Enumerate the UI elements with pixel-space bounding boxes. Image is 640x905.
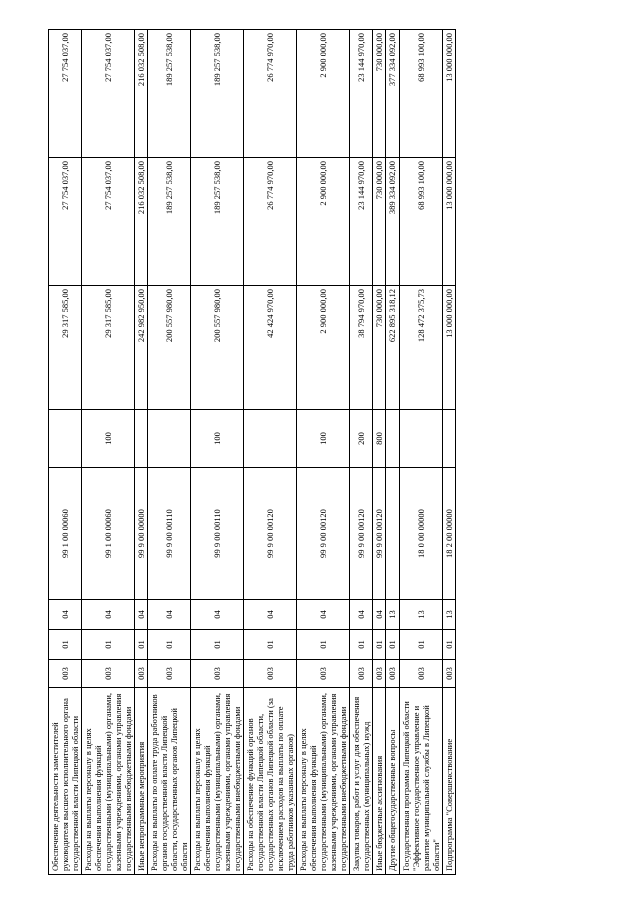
amount-year2-cell: 189 257 538,00 xyxy=(148,158,191,286)
row-name-cell: Расходы на выплаты по оплате труда работников органов государственной власти Липецкой области, государственных органов Липецкой области xyxy=(148,688,191,875)
row-name-cell: Иные бюджетные ассигнования xyxy=(373,688,386,875)
amount-year1-cell: 128 472 375,73 xyxy=(399,286,442,410)
subsection-code-cell: 13 xyxy=(386,600,399,630)
expense-type-cell: 200 xyxy=(350,410,373,468)
row-name-cell: Расходы на обеспечение функций органов государственной власти Липецкой области, государственных органов Липецкой области (за исключением расходов на выплаты по оплате труда работников указанных органов) xyxy=(244,688,297,875)
section-code-cell: 01 xyxy=(191,630,244,660)
amount-year1-cell: 242 982 950,00 xyxy=(135,286,148,410)
target-article-cell: 18 2 00 00000 xyxy=(442,468,455,600)
amount-year2-cell: 68 993 100,00 xyxy=(399,158,442,286)
section-code-cell: 01 xyxy=(82,630,135,660)
expense-type-cell xyxy=(49,410,82,468)
amount-year2-cell: 23 144 970,00 xyxy=(350,158,373,286)
amount-year3-cell: 26 774 970,00 xyxy=(244,30,297,158)
amount-year1-cell: 622 895 318,12 xyxy=(386,286,399,410)
amount-year2-cell: 730 000,00 xyxy=(373,158,386,286)
subsection-code-cell: 13 xyxy=(399,600,442,630)
adm-code-cell: 003 xyxy=(373,660,386,688)
amount-year3-cell: 27 754 037,00 xyxy=(82,30,135,158)
table-row xyxy=(191,30,244,875)
section-code-cell: 01 xyxy=(244,630,297,660)
adm-code-cell: 003 xyxy=(148,660,191,688)
table-row xyxy=(49,30,82,875)
amount-year3-cell: 377 334 092,00 xyxy=(386,30,399,158)
target-article-cell: 99 1 00 00060 xyxy=(82,468,135,600)
adm-code-cell: 003 xyxy=(297,660,350,688)
amount-year2-cell: 2 900 000,00 xyxy=(297,158,350,286)
subsection-code-cell: 04 xyxy=(191,600,244,630)
amount-year3-cell: 189 257 538,00 xyxy=(148,30,191,158)
expense-type-cell: 100 xyxy=(191,410,244,468)
row-name-cell: Другие общегосударственные вопросы xyxy=(386,688,399,875)
section-code-cell: 01 xyxy=(386,630,399,660)
table-row xyxy=(442,30,455,875)
expense-type-cell: 100 xyxy=(82,410,135,468)
target-article-cell: 99 9 00 00120 xyxy=(350,468,373,600)
section-code-cell: 01 xyxy=(442,630,455,660)
section-code-cell: 01 xyxy=(49,630,82,660)
adm-code-cell: 003 xyxy=(244,660,297,688)
adm-code-cell: 003 xyxy=(350,660,373,688)
subsection-code-cell: 04 xyxy=(244,600,297,630)
amount-year1-cell: 42 424 970,00 xyxy=(244,286,297,410)
rotated-table-container xyxy=(48,30,576,875)
amount-year3-cell: 27 754 037,00 xyxy=(49,30,82,158)
target-article-cell: 99 9 00 00120 xyxy=(244,468,297,600)
table-row xyxy=(148,30,191,875)
row-name-cell: Обеспечение деятельности заместителей руководителя высшего исполнительного органа государственной власти Липецкой области xyxy=(49,688,82,875)
target-article-cell: 18 0 00 00000 xyxy=(399,468,442,600)
table-row xyxy=(350,30,373,875)
subsection-code-cell: 04 xyxy=(148,600,191,630)
expense-type-cell xyxy=(244,410,297,468)
amount-year1-cell: 29 317 585,00 xyxy=(82,286,135,410)
row-name-cell: Расходы на выплаты персоналу в целях обеспечения выполнения функций государственными (муниципальными) органами, казенными учреждениями, органами управления государственными внебюджетными фондами xyxy=(297,688,350,875)
amount-year2-cell: 389 334 092,00 xyxy=(386,158,399,286)
expense-type-cell xyxy=(442,410,455,468)
amount-year3-cell: 189 257 538,00 xyxy=(191,30,244,158)
subsection-code-cell: 04 xyxy=(49,600,82,630)
subsection-code-cell: 13 xyxy=(442,600,455,630)
target-article-cell: 99 9 00 00120 xyxy=(373,468,386,600)
expense-type-cell xyxy=(135,410,148,468)
row-name-cell: Иные непрограммные мероприятия xyxy=(135,688,148,875)
budget-table xyxy=(48,29,456,875)
adm-code-cell: 003 xyxy=(386,660,399,688)
section-code-cell: 01 xyxy=(373,630,386,660)
amount-year2-cell: 216 032 508,00 xyxy=(135,158,148,286)
expense-type-cell xyxy=(386,410,399,468)
section-code-cell: 01 xyxy=(148,630,191,660)
table-row xyxy=(399,30,442,875)
subsection-code-cell: 04 xyxy=(350,600,373,630)
amount-year1-cell: 200 557 980,00 xyxy=(191,286,244,410)
table-row xyxy=(386,30,399,875)
row-name-cell: Расходы на выплаты персоналу в целях обеспечения выполнения функций государственными (муниципальными) органами, казенными учреждениями, органами управления государственными внебюджетными фондами xyxy=(191,688,244,875)
amount-year1-cell: 2 900 000,00 xyxy=(297,286,350,410)
amount-year2-cell: 27 754 037,00 xyxy=(49,158,82,286)
target-article-cell: 99 9 00 00000 xyxy=(135,468,148,600)
amount-year1-cell: 200 557 980,00 xyxy=(148,286,191,410)
section-code-cell: 01 xyxy=(297,630,350,660)
table-row xyxy=(135,30,148,875)
row-name-cell: Закупка товаров, работ и услуг для обеспечения государственных (муниципальных) нужд xyxy=(350,688,373,875)
row-name-cell: Государственная программа Липецкой области "Эффективное государственное управление и развитие муниципальной службы в Липецкой области" xyxy=(399,688,442,875)
target-article-cell: 99 1 00 00060 xyxy=(49,468,82,600)
table-row xyxy=(244,30,297,875)
target-article-cell: 99 9 00 00110 xyxy=(191,468,244,600)
subsection-code-cell: 04 xyxy=(297,600,350,630)
amount-year1-cell: 38 794 970,00 xyxy=(350,286,373,410)
expense-type-cell xyxy=(399,410,442,468)
adm-code-cell: 003 xyxy=(135,660,148,688)
amount-year1-cell: 13 000 000,00 xyxy=(442,286,455,410)
subsection-code-cell: 04 xyxy=(82,600,135,630)
adm-code-cell: 003 xyxy=(191,660,244,688)
section-code-cell: 01 xyxy=(135,630,148,660)
subsection-code-cell: 04 xyxy=(135,600,148,630)
section-code-cell: 01 xyxy=(399,630,442,660)
amount-year3-cell: 2 900 000,00 xyxy=(297,30,350,158)
section-code-cell: 01 xyxy=(350,630,373,660)
amount-year2-cell: 189 257 538,00 xyxy=(191,158,244,286)
adm-code-cell: 003 xyxy=(49,660,82,688)
amount-year3-cell: 216 032 508,00 xyxy=(135,30,148,158)
subsection-code-cell: 04 xyxy=(373,600,386,630)
table-row xyxy=(373,30,386,875)
amount-year3-cell: 23 144 970,00 xyxy=(350,30,373,158)
target-article-cell xyxy=(386,468,399,600)
expense-type-cell: 800 xyxy=(373,410,386,468)
expense-type-cell xyxy=(148,410,191,468)
table-row xyxy=(82,30,135,875)
table-body xyxy=(49,30,456,875)
row-name-cell: Подпрограмма "Совершенствование xyxy=(442,688,455,875)
amount-year2-cell: 13 000 000,00 xyxy=(442,158,455,286)
table-row xyxy=(297,30,350,875)
amount-year2-cell: 27 754 037,00 xyxy=(82,158,135,286)
adm-code-cell: 003 xyxy=(82,660,135,688)
expense-type-cell: 100 xyxy=(297,410,350,468)
amount-year1-cell: 730 000,00 xyxy=(373,286,386,410)
adm-code-cell: 003 xyxy=(442,660,455,688)
amount-year1-cell: 29 317 585,00 xyxy=(49,286,82,410)
amount-year3-cell: 13 000 000,00 xyxy=(442,30,455,158)
target-article-cell: 99 9 00 00110 xyxy=(148,468,191,600)
amount-year3-cell: 730 000,00 xyxy=(373,30,386,158)
adm-code-cell: 003 xyxy=(399,660,442,688)
amount-year2-cell: 26 774 970,00 xyxy=(244,158,297,286)
row-name-cell: Расходы на выплаты персоналу в целях обеспечения выполнения функций государственными (муниципальными) органами, казенными учреждениями, органами управления государственными внебюджетными фондами xyxy=(82,688,135,875)
amount-year3-cell: 68 993 100,00 xyxy=(399,30,442,158)
target-article-cell: 99 9 00 00120 xyxy=(297,468,350,600)
